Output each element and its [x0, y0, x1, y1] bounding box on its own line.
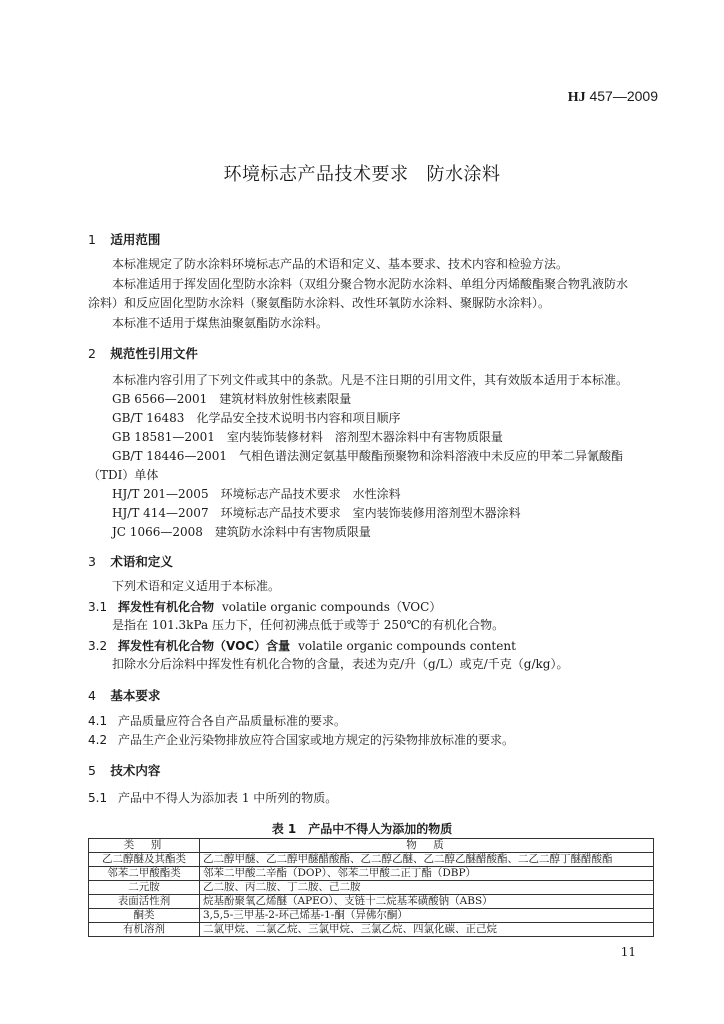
term-3-1: 3.1 挥发性有机化合物 volatile organic compounds（VOC） [88, 600, 442, 614]
table-row [89, 895, 654, 909]
table-row [89, 923, 654, 937]
table-header-row [89, 839, 654, 853]
sec1-paragraph: 涂料）和反应固化型防水涂料（聚氨酯防水涂料、改性环氧防水涂料、聚脲防水涂料）。 [88, 296, 551, 310]
substance-cell: 乙二醇甲醚、乙二醇甲醚醋酸酯、乙二醇乙醚、乙二醇乙醚醋酸酯、二乙二醇丁醚醋酸酯 [200, 853, 654, 867]
sec2-intro: 本标准内容引用了下列文件或其中的条款。凡是不注日期的引用文件，其有效版本适用于本标准。 [112, 373, 629, 387]
category-cell: 酮类 [89, 909, 200, 923]
reference-item: HJ/T 201—2005 环境标志产品技术要求 水性涂料 [112, 487, 401, 501]
reference-item: GB/T 16483 化学品安全技术说明书内容和项目顺序 [112, 411, 401, 425]
reference-item: GB/T 18446—2001 气相色谱法测定氨基甲酸酯预聚物和涂料溶液中未反应的甲苯二异氰酸酯 [112, 449, 623, 463]
section-4-heading: 4 基本要求 [88, 688, 161, 703]
sec1-paragraph: 本标准适用于挥发固化型防水涂料（双组分聚合物水泥防水涂料、单组分丙烯酸酯聚合物乳液防水 [112, 277, 629, 291]
table-row [89, 909, 654, 923]
category-cell: 乙二醇醚及其酯类 [89, 853, 200, 867]
item-5-1: 5.1 产品中不得人为添加表 1 中所列的物质。 [88, 791, 338, 805]
table-row [89, 867, 654, 881]
category-cell: 邻苯二甲酸酯类 [89, 867, 200, 881]
substance-cell: 烷基酚聚氧乙烯醚（APEO）、支链十二烷基苯磺酸钠（ABS） [200, 895, 654, 909]
section-1-heading: 1 适用范围 [88, 232, 161, 247]
document-title: 环境标志产品技术要求 防水涂料 [223, 164, 501, 185]
term-3-1-definition: 是指在 101.3kPa 压力下，任何初沸点低于或等于 250℃的有机化合物。 [112, 618, 505, 632]
category-cell: 二元胺 [89, 881, 200, 895]
section-5-heading: 5 技术内容 [88, 763, 161, 778]
reference-item-cont: （TDI）单体 [88, 468, 159, 482]
category-cell: 有机溶剂 [89, 923, 200, 937]
sec3-intro: 下列术语和定义适用于本标准。 [112, 579, 281, 593]
reference-item: JC 1066—2008 建筑防水涂料中有害物质限量 [112, 525, 371, 539]
substance-cell: 邻苯二甲酸二辛酯（DOP）、邻苯二甲酸二正丁酯（DBP） [200, 867, 654, 881]
column-header-substance: 物 质 [200, 839, 654, 853]
substances-table [88, 838, 654, 937]
reference-item: GB 18581—2001 室内装饰装修材料 溶剂型木器涂料中有害物质限量 [112, 430, 503, 444]
sec1-paragraph: 本标准规定了防水涂料环境标志产品的术语和定义、基本要求、技术内容和检验方法。 [112, 257, 569, 271]
item-4-2: 4.2 产品生产企业污染物排放应符合国家或地方规定的污染物排放标准的要求。 [88, 733, 515, 747]
substance-cell: 二氯甲烷、二氯乙烷、三氯甲烷、三氯乙烷、四氯化碳、正己烷 [200, 923, 654, 937]
sec1-paragraph: 本标准不适用于煤焦油聚氨酯防水涂料。 [112, 316, 329, 330]
page-number: 11 [620, 945, 636, 959]
term-3-2-definition: 扣除水分后涂料中挥发性有机化合物的含量，表述为克/升（g/L）或克/千克（g/kg）。 [112, 657, 569, 671]
item-4-1: 4.1 产品质量应符合各自产品质量标准的要求。 [88, 714, 347, 728]
table-row [89, 853, 654, 867]
substance-cell: 乙二胺、丙二胺、丁二胺、己二胺 [200, 881, 654, 895]
category-cell: 表面活性剂 [89, 895, 200, 909]
table-row [89, 881, 654, 895]
section-3-heading: 3 术语和定义 [88, 554, 173, 569]
reference-item: GB 6566—2001 建筑材料放射性核素限量 [112, 392, 352, 406]
column-header-category: 类 别 [89, 839, 200, 853]
term-3-2: 3.2 挥发性有机化合物（VOC）含量 volatile organic compounds content [88, 639, 516, 653]
table-caption: 表 1 产品中不得人为添加的物质 [271, 822, 453, 836]
standard-id: HJ 457—2009 [567, 88, 658, 105]
section-2-heading: 2 规范性引用文件 [88, 346, 198, 361]
reference-item: HJ/T 414—2007 环境标志产品技术要求 室内装饰装修用溶剂型木器涂料 [112, 506, 521, 520]
substance-cell: 3,5,5-三甲基-2-环己烯基-1-酮（异佛尔酮） [200, 909, 654, 923]
